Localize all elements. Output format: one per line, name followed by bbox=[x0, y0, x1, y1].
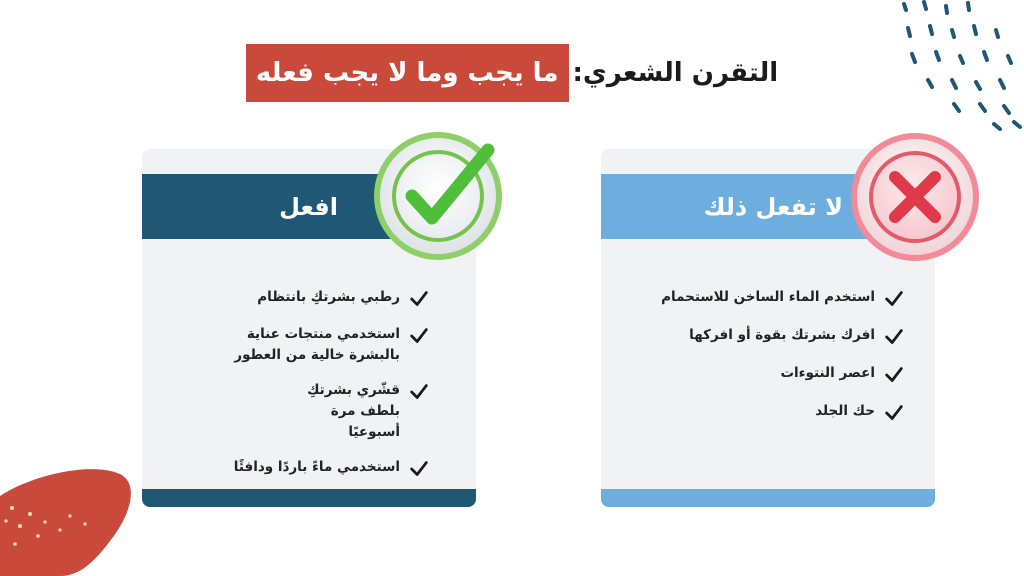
checkmark-icon bbox=[883, 402, 905, 424]
list-item bbox=[661, 325, 905, 348]
list-item-text: قشّري بشرتكِ بلطف مرة أسبوعيًا bbox=[307, 382, 400, 440]
do-card-title: افعل bbox=[279, 192, 338, 221]
dont-card-footer bbox=[601, 489, 935, 507]
dont-card-title: لا تفعل ذلك bbox=[703, 192, 843, 221]
list-item bbox=[200, 380, 430, 443]
checkmark-icon bbox=[883, 288, 905, 310]
title-highlight: ما يجب وما لا يجب فعله bbox=[246, 44, 569, 102]
list-item-text: حك الجلد bbox=[815, 403, 875, 419]
checkmark-icon bbox=[408, 458, 430, 480]
list-item bbox=[200, 457, 430, 480]
checkmark-icon bbox=[408, 288, 430, 310]
list-item bbox=[200, 324, 430, 366]
checkmark-icon bbox=[408, 381, 430, 403]
checkmark-icon bbox=[408, 325, 430, 347]
list-item-text: اعصر النتوءات bbox=[780, 365, 875, 381]
do-list bbox=[200, 287, 430, 494]
green-check-badge-icon bbox=[370, 128, 506, 264]
list-item-text: افرك بشرتك بقوة أو افركها bbox=[689, 327, 875, 343]
checkmark-icon bbox=[883, 326, 905, 348]
list-item-text: استخدم الماء الساخن للاستحمام bbox=[661, 289, 875, 305]
list-item-text: استخدمي ماءً باردًا ودافئًا bbox=[233, 459, 400, 475]
checkmark-icon bbox=[883, 364, 905, 386]
do-card-footer bbox=[142, 489, 476, 507]
dont-list bbox=[661, 287, 905, 439]
list-item-text: رطبي بشرتكِ بانتظام bbox=[257, 289, 400, 305]
list-item bbox=[661, 401, 905, 424]
slide-title bbox=[0, 44, 1024, 102]
red-x-badge-icon bbox=[847, 125, 983, 261]
list-item bbox=[661, 287, 905, 310]
decorative-blob bbox=[0, 466, 135, 576]
list-item-text: استخدمي منتجات عناية بالبشرة خالية من العطور bbox=[234, 326, 400, 363]
list-item bbox=[200, 287, 430, 310]
list-item bbox=[661, 363, 905, 386]
title-main: التقرن الشعري: bbox=[572, 58, 779, 88]
